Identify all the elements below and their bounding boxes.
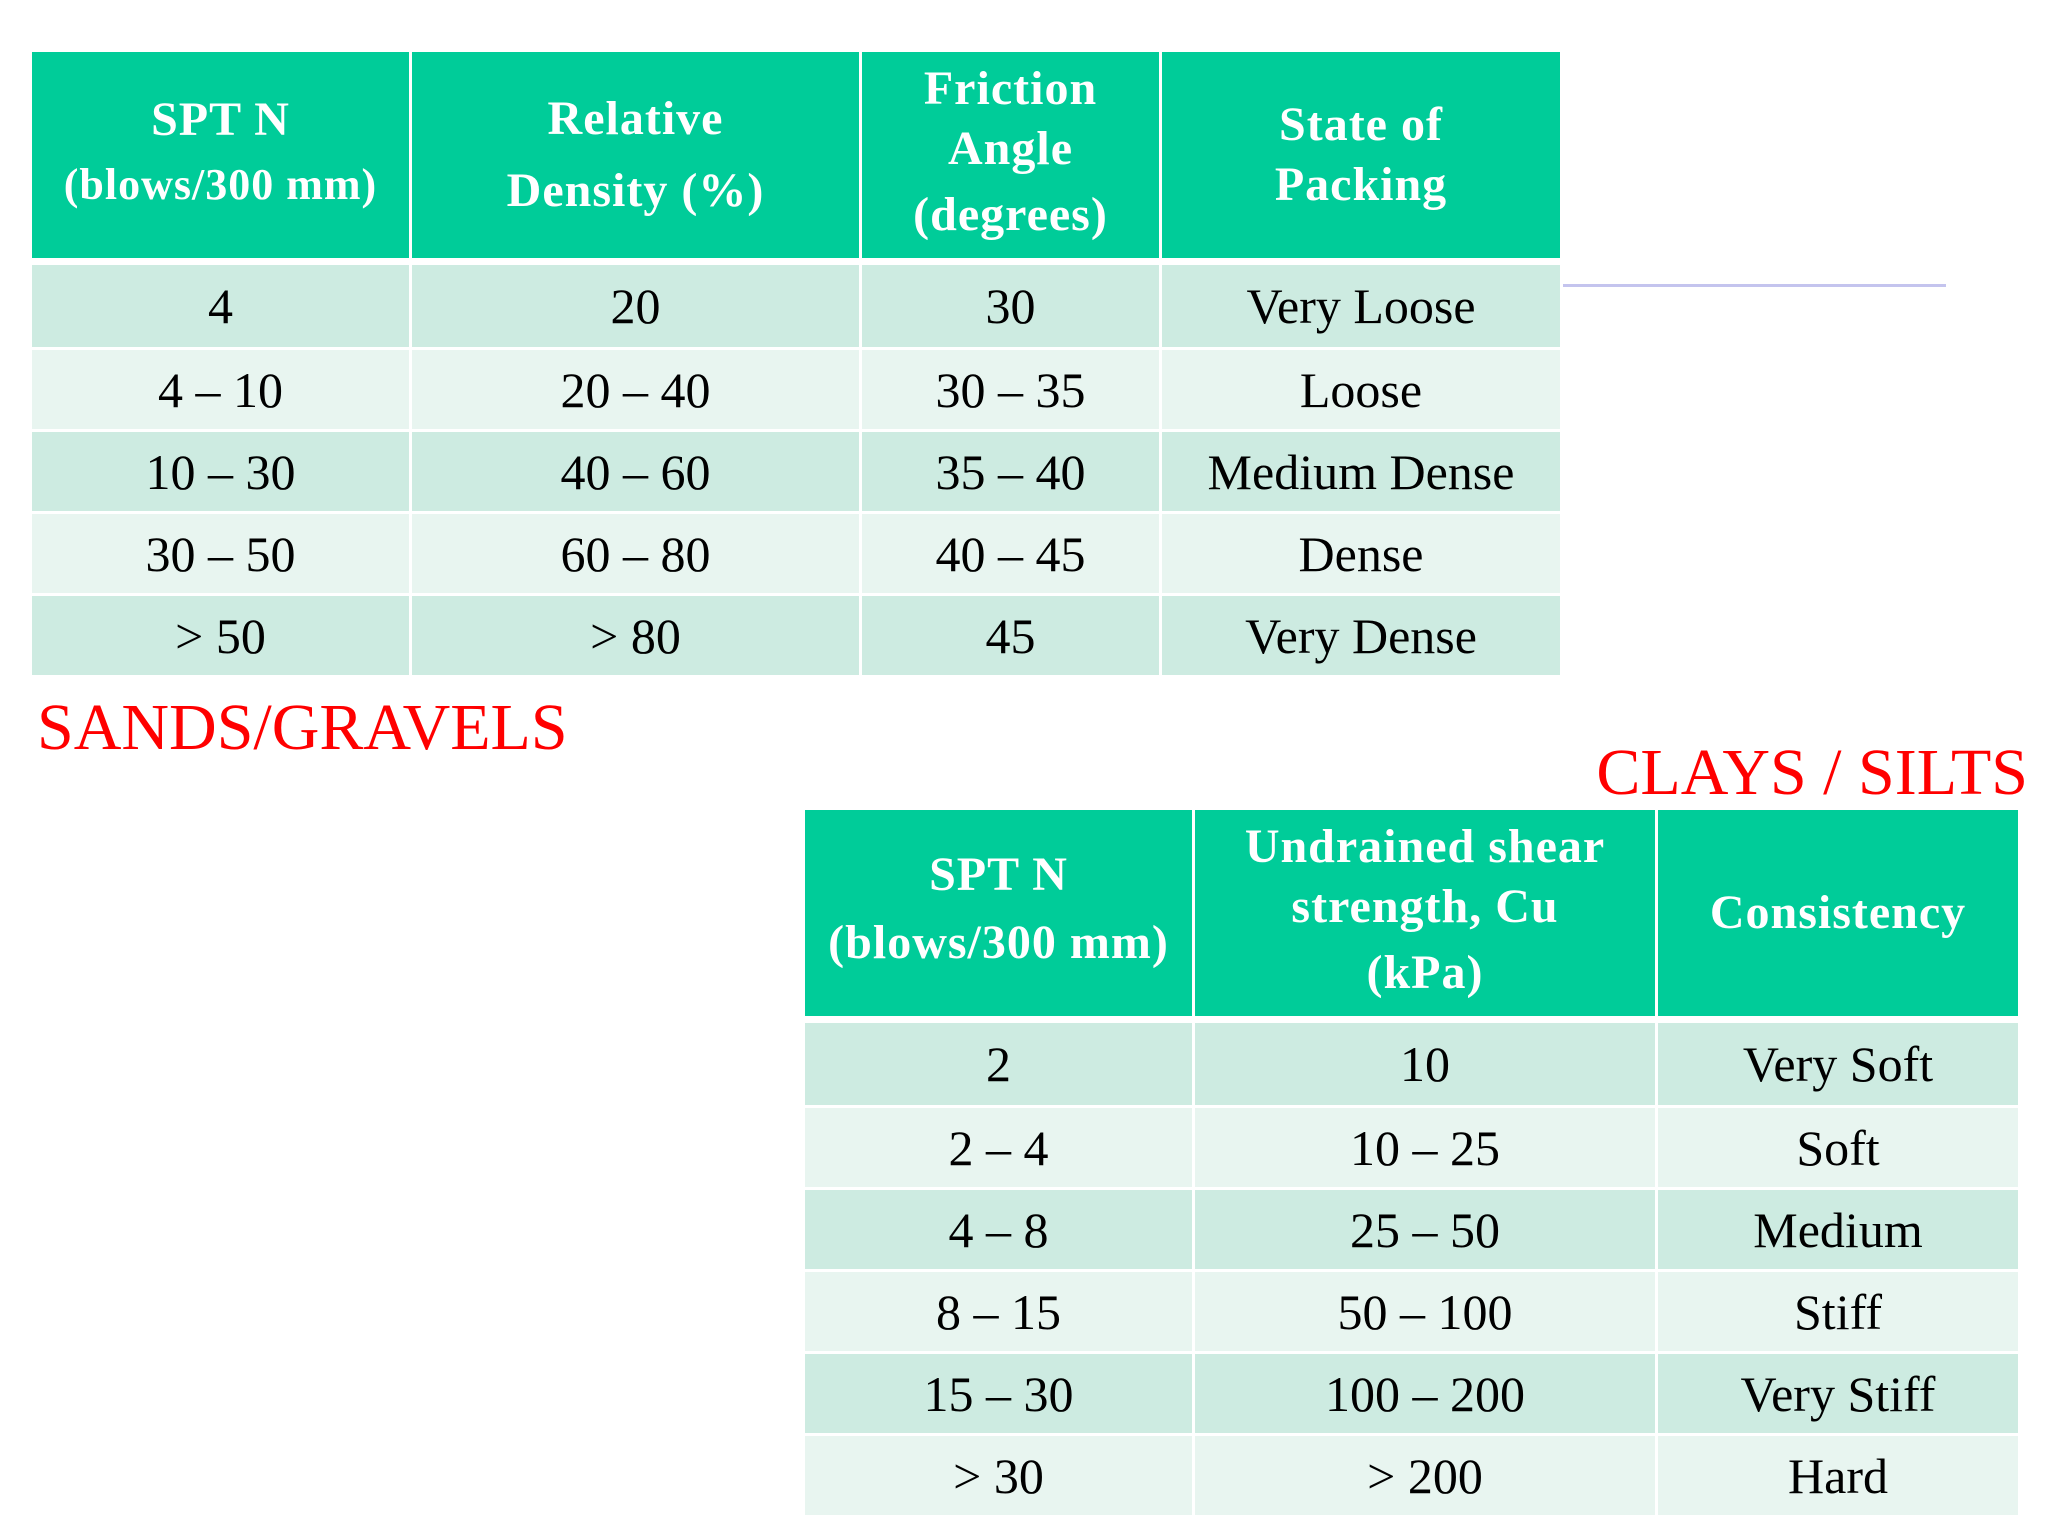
sands-gravels-caption: SANDS/GRAVELS bbox=[37, 691, 568, 764]
friction-angle-cell: 45 bbox=[862, 593, 1162, 675]
state-of-packing-cell: Very Dense bbox=[1162, 593, 1560, 675]
spt-n-cell: 8 – 15 bbox=[805, 1269, 1195, 1351]
table-row bbox=[32, 511, 1560, 593]
clays-silts-caption: CLAYS / SILTS bbox=[1596, 736, 2028, 809]
friction-angle-cell: 40 – 45 bbox=[862, 511, 1162, 593]
friction-angle-cell: 30 – 35 bbox=[862, 347, 1162, 429]
spt-n-cell: 30 – 50 bbox=[32, 511, 412, 593]
spt-n-cell: 4 – 8 bbox=[805, 1187, 1195, 1269]
consistency-cell: Stiff bbox=[1658, 1269, 2018, 1351]
table-row bbox=[805, 1023, 2018, 1105]
table-header-row bbox=[32, 52, 1560, 265]
sands-gravels-table bbox=[32, 52, 1560, 675]
shear-strength-cell: 10 bbox=[1195, 1023, 1658, 1105]
shear-strength-cell: 50 – 100 bbox=[1195, 1269, 1658, 1351]
state-of-packing-cell: Loose bbox=[1162, 347, 1560, 429]
consistency-cell: Very Stiff bbox=[1658, 1351, 2018, 1433]
relative-density-cell: > 80 bbox=[412, 593, 862, 675]
header-relative-density: Relative Density (%) bbox=[412, 52, 862, 265]
consistency-cell: Very Soft bbox=[1658, 1023, 2018, 1105]
table-row bbox=[805, 1351, 2018, 1433]
spt-n-cell: 4 – 10 bbox=[32, 347, 412, 429]
shear-strength-cell: > 200 bbox=[1195, 1433, 1658, 1515]
divider-line bbox=[1563, 284, 1946, 287]
table-row bbox=[805, 1433, 2018, 1515]
table-row bbox=[32, 265, 1560, 347]
spt-n-cell: > 30 bbox=[805, 1433, 1195, 1515]
consistency-cell: Hard bbox=[1658, 1433, 2018, 1515]
spt-n-cell: 2 – 4 bbox=[805, 1105, 1195, 1187]
spt-n-cell: 15 – 30 bbox=[805, 1351, 1195, 1433]
spt-n-cell: 10 – 30 bbox=[32, 429, 412, 511]
relative-density-cell: 40 – 60 bbox=[412, 429, 862, 511]
table-row bbox=[805, 1269, 2018, 1351]
relative-density-cell: 20 – 40 bbox=[412, 347, 862, 429]
table-row bbox=[32, 347, 1560, 429]
table-row bbox=[805, 1105, 2018, 1187]
spt-n-cell: 4 bbox=[32, 265, 412, 347]
friction-angle-cell: 35 – 40 bbox=[862, 429, 1162, 511]
header-consistency: Consistency bbox=[1658, 810, 2018, 1023]
relative-density-cell: 60 – 80 bbox=[412, 511, 862, 593]
state-of-packing-cell: Medium Dense bbox=[1162, 429, 1560, 511]
table-header-row bbox=[805, 810, 2018, 1023]
friction-angle-cell: 30 bbox=[862, 265, 1162, 347]
clays-silts-table bbox=[805, 810, 2018, 1515]
shear-strength-cell: 25 – 50 bbox=[1195, 1187, 1658, 1269]
spt-n-cell: > 50 bbox=[32, 593, 412, 675]
consistency-cell: Medium bbox=[1658, 1187, 2018, 1269]
shear-strength-cell: 100 – 200 bbox=[1195, 1351, 1658, 1433]
header-state-of-packing: State of Packing bbox=[1162, 52, 1560, 265]
table-row bbox=[32, 429, 1560, 511]
state-of-packing-cell: Dense bbox=[1162, 511, 1560, 593]
table-row bbox=[32, 593, 1560, 675]
header-spt-n: SPT N (blows/300 mm) bbox=[805, 810, 1195, 1023]
header-undrained-shear-strength: Undrained shear strength, Cu (kPa) bbox=[1195, 810, 1658, 1023]
spt-n-cell: 2 bbox=[805, 1023, 1195, 1105]
state-of-packing-cell: Very Loose bbox=[1162, 265, 1560, 347]
consistency-cell: Soft bbox=[1658, 1105, 2018, 1187]
table-row bbox=[805, 1187, 2018, 1269]
shear-strength-cell: 10 – 25 bbox=[1195, 1105, 1658, 1187]
header-spt-n: SPT N (blows/300 mm) bbox=[32, 52, 412, 265]
relative-density-cell: 20 bbox=[412, 265, 862, 347]
header-friction-angle: Friction Angle (degrees) bbox=[862, 52, 1162, 265]
